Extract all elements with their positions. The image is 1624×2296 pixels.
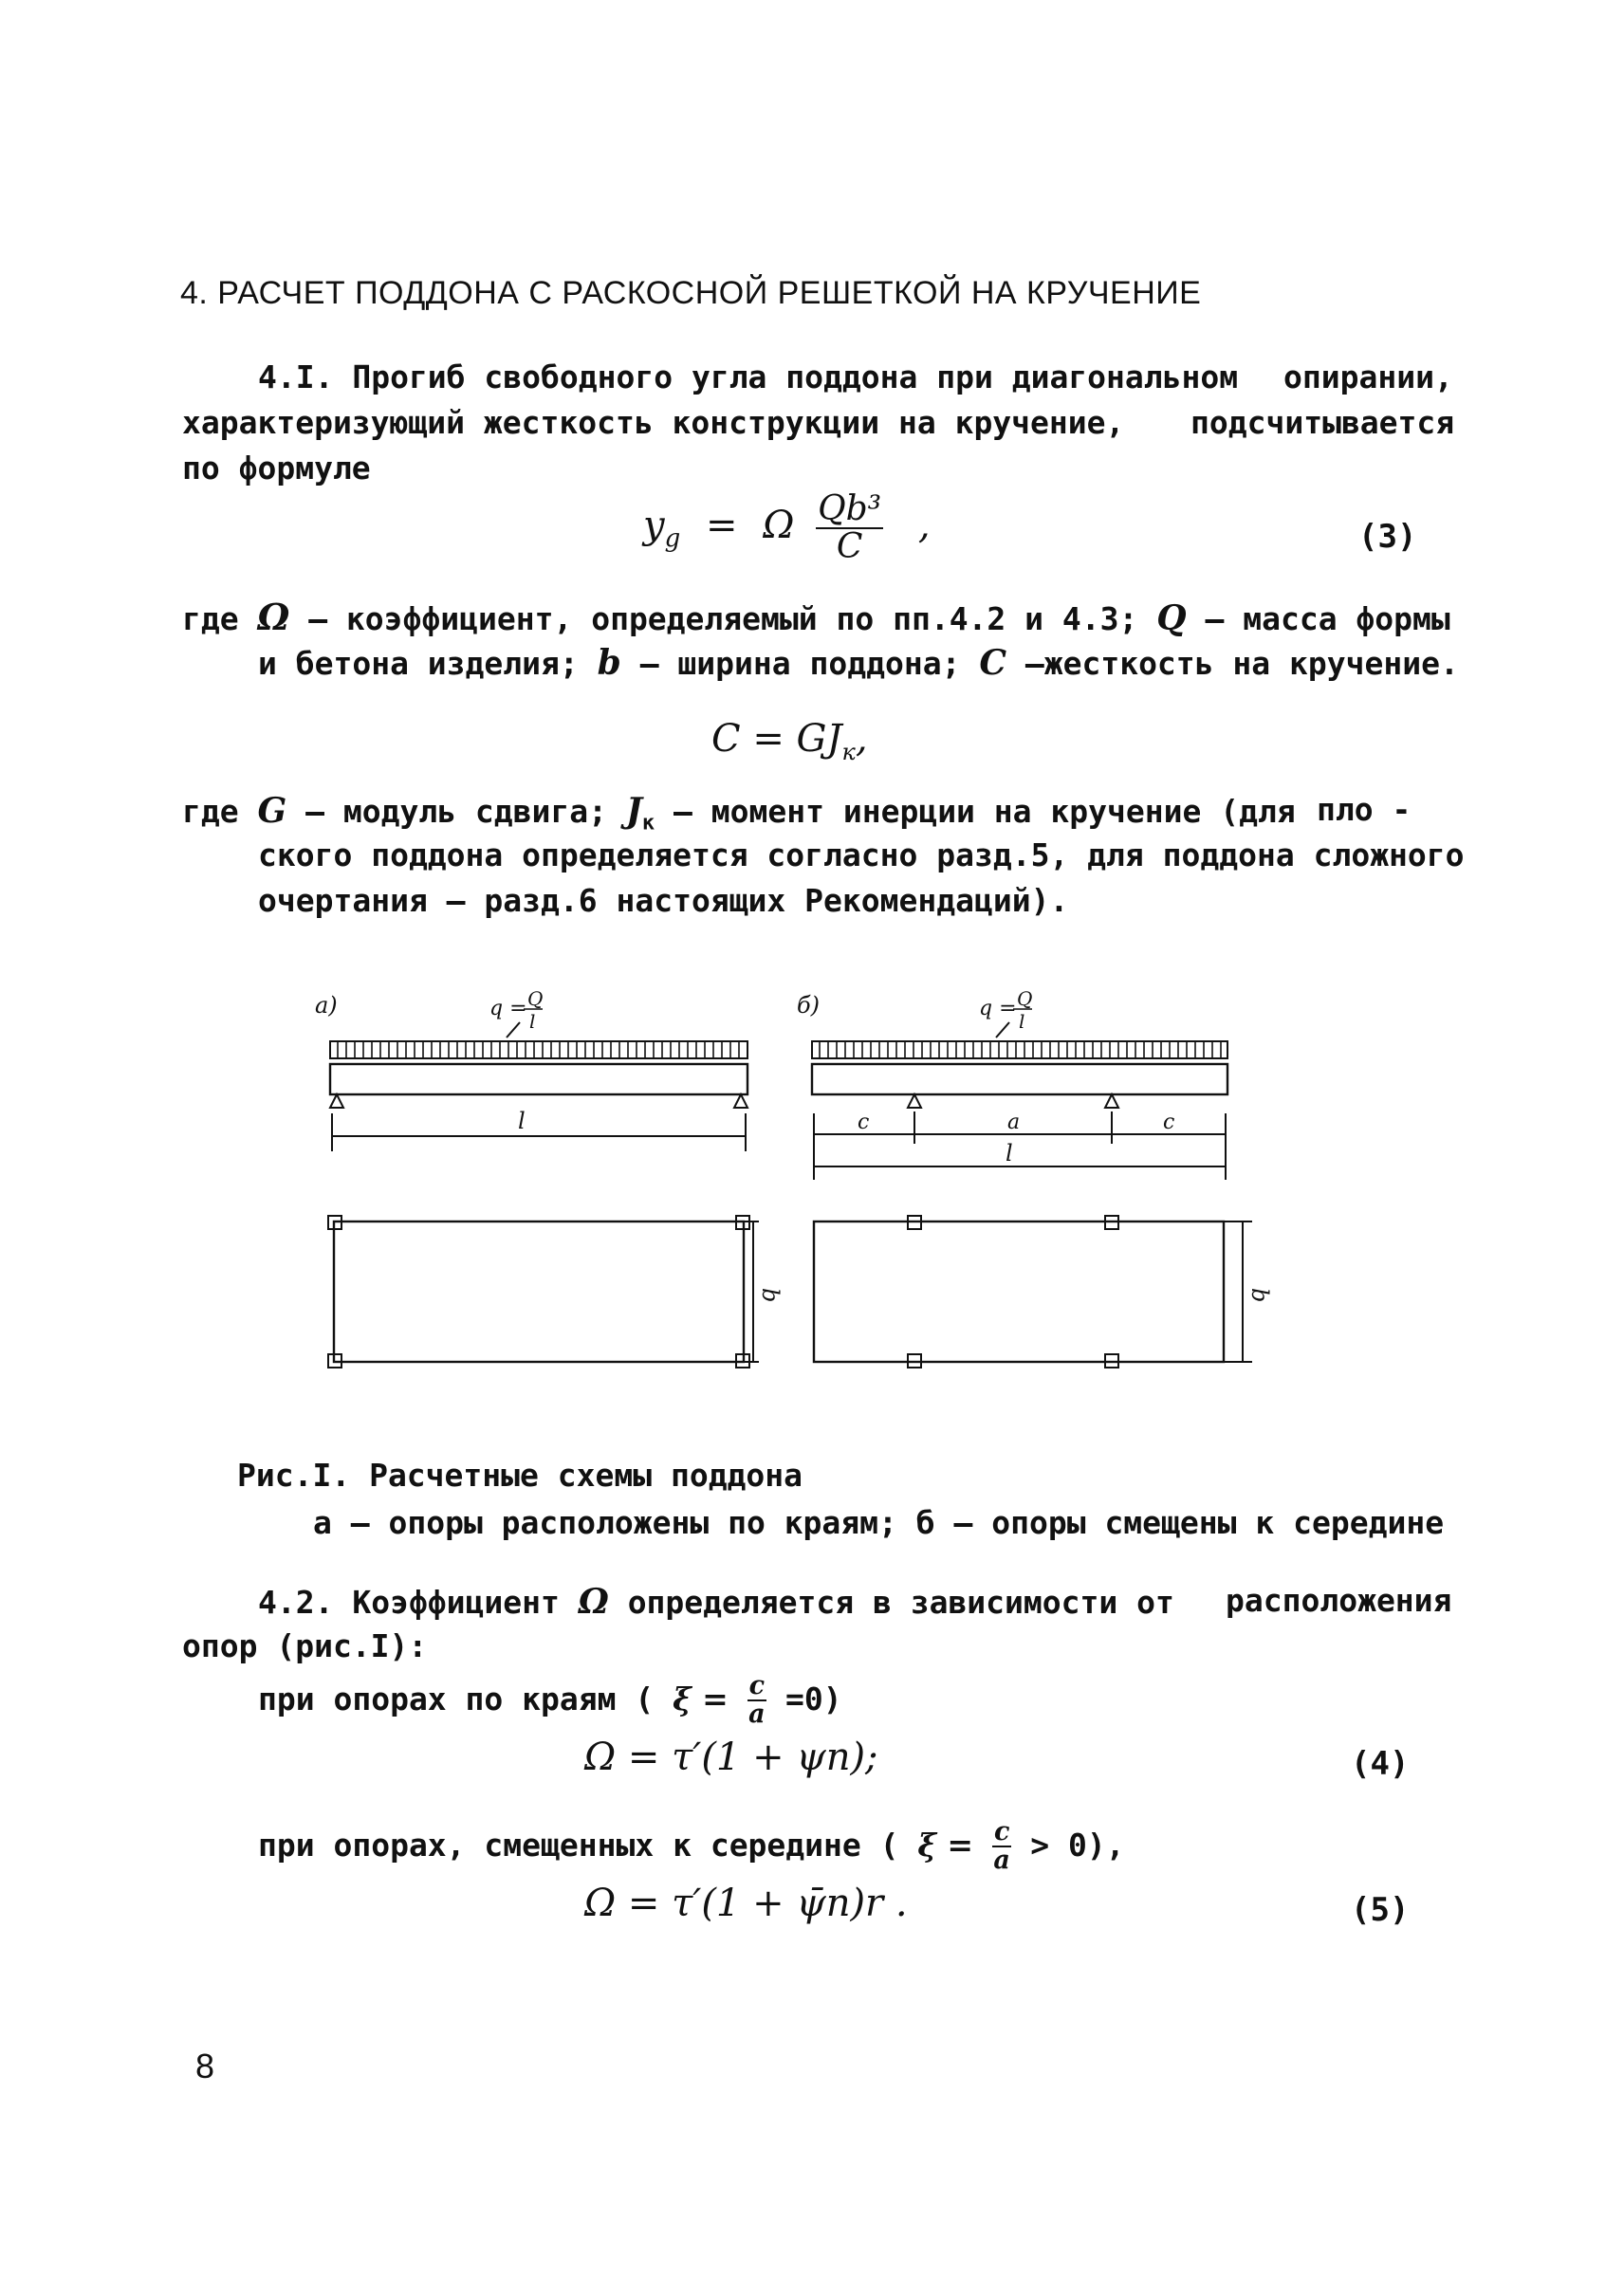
scheme-a-dim-l: l — [518, 1108, 526, 1134]
eq5-formula: Ω = τ′(1 + ψ̄n)r . — [584, 1882, 908, 1925]
eq4-label: (4) — [1351, 1745, 1410, 1783]
p42-cond1-den: a — [748, 1699, 766, 1730]
p42-line2: опор (рис.I): — [182, 1627, 428, 1664]
scheme-a-load-num: Q — [527, 987, 544, 1010]
eq3-equals: = — [705, 503, 738, 547]
where2-J-sub: к — [641, 811, 655, 836]
where1-text5: –жесткость на кручение. — [1024, 645, 1459, 682]
scheme-a-load-den: l — [529, 1010, 536, 1033]
scheme-b-load-num: Q — [1017, 987, 1033, 1010]
p42-lead: 4.2. Коэффициент — [258, 1584, 560, 1621]
scheme-a-load-q: q = — [489, 997, 527, 1020]
scheme-b-label: б) — [797, 992, 821, 1019]
where2-J: J — [625, 791, 642, 831]
eq4-formula: Ω = τ′(1 + ψn); — [584, 1736, 878, 1779]
eq3-comma: , — [917, 503, 931, 547]
where2-text1: – модуль сдвига; — [305, 793, 607, 830]
eq3-fraction — [816, 491, 883, 565]
p42-cond2-xi: ξ = — [917, 1826, 974, 1864]
figure-diagram — [304, 977, 1300, 1375]
eq3-omega: Ω — [763, 503, 795, 547]
p42-cond1-text: при опорах по краям ( — [258, 1680, 655, 1717]
p42-cond2-den: a — [993, 1846, 1010, 1876]
where1-text2: – масса формы — [1205, 600, 1450, 637]
eq3-lhs-sub: g — [664, 523, 681, 553]
scheme-b-dim-b-label: b — [1246, 1288, 1273, 1303]
where1-b: b — [597, 643, 621, 683]
scheme-b-plan — [814, 1221, 1224, 1362]
where1-line2 — [258, 643, 1459, 683]
scheme-a-plan — [334, 1221, 744, 1362]
p41-line2-end: подсчитывается — [1190, 404, 1455, 441]
scheme-b-dim-c-left: c — [858, 1111, 870, 1134]
where1-C: C — [979, 643, 1006, 683]
p42-line1-end: расположения — [1226, 1582, 1452, 1619]
scheme-b-support-right — [1105, 1094, 1118, 1108]
where2-line1-end: пло - — [1317, 791, 1412, 828]
p42-text: определяется в зависимости от — [627, 1584, 1174, 1621]
eq3-label: (3) — [1358, 518, 1417, 556]
eq3-denominator: C — [836, 526, 863, 566]
figure-caption-title: Рис.I. Расчетные схемы поддона — [237, 1457, 803, 1494]
where1-text3: и бетона изделия; — [258, 645, 579, 682]
figure-caption-legend: а – опоры расположены по краям; б – опоры смещены к середине — [313, 1504, 1445, 1541]
page-number: 8 — [195, 2047, 215, 2085]
where1-text4: – ширина поддона; — [639, 645, 961, 682]
eqC-text: C = GJ — [711, 717, 842, 761]
p42-cond2-frac — [992, 1819, 1011, 1875]
p42-cond2-text: при опорах, смещенных к середине ( — [258, 1826, 899, 1864]
p42-cond2 — [258, 1819, 1125, 1875]
where2-line3: очертания – разд.6 настоящих Рекомендаций). — [258, 882, 1069, 919]
eq3-numerator: Qb³ — [818, 489, 882, 528]
where2-line1 — [182, 791, 1296, 836]
where1-line1 — [182, 596, 1450, 638]
scheme-b-beam — [812, 1064, 1227, 1094]
eq3-formula — [643, 491, 931, 565]
eqC-comma: , — [855, 717, 868, 761]
where1-word: где — [182, 600, 239, 637]
where1-Q: Q — [1156, 598, 1187, 638]
p41-line2: характеризующий жесткость конструкции на кручение, — [182, 404, 1125, 441]
eq5-label: (5) — [1351, 1891, 1410, 1929]
where1-text1: – коэффициент, определяемый по пп.4.2 и 4.3; — [308, 600, 1138, 637]
p41-line1: 4.I. Прогиб свободного угла поддона при диагональном — [258, 358, 1239, 395]
where1-omega: Ω — [257, 596, 290, 638]
scheme-a-support-left — [330, 1094, 343, 1108]
p42-cond1-xi: ξ = — [673, 1680, 729, 1717]
scheme-a-support-right — [734, 1094, 747, 1108]
p42-cond1-num: c — [748, 1671, 766, 1700]
p41-line3: по формуле — [182, 450, 371, 487]
section-title: 4. РАСЧЕТ ПОДДОНА С РАСКОСНОЙ РЕШЕТКОЙ НА КРУЧЕНИЕ — [180, 275, 1202, 311]
where2-G: G — [257, 791, 287, 831]
p41-line1-end: опирании, — [1283, 358, 1453, 395]
scheme-b-dim-l: l — [1006, 1140, 1013, 1166]
p42-cond2-num: c — [993, 1817, 1010, 1846]
scheme-a-label: а) — [315, 992, 338, 1019]
scheme-b-load-den: l — [1019, 1010, 1025, 1033]
where2-word: где — [182, 793, 239, 830]
where2-line2: ского поддона определяется согласно разд.5, для поддона сложного — [258, 836, 1465, 873]
p42-cond1-end: =0) — [785, 1680, 842, 1717]
p42-cond1-frac — [747, 1673, 766, 1729]
p42-omega: Ω — [578, 1582, 609, 1622]
p42-cond2-end: > 0), — [1030, 1826, 1125, 1864]
where2-text2: – момент инерции на кручение (для — [674, 793, 1296, 830]
scheme-a-beam — [330, 1064, 747, 1094]
scheme-b-load-q: q = — [979, 997, 1017, 1020]
scheme-b-support-left — [908, 1094, 921, 1108]
scheme-a-dim-b-label: b — [757, 1288, 784, 1303]
p42-cond1 — [258, 1673, 842, 1729]
scheme-b-dim-a: a — [1007, 1111, 1021, 1134]
scheme-a-load — [330, 1041, 747, 1058]
scheme-b-load — [812, 1041, 1227, 1058]
eq3-lhs: y — [643, 503, 665, 547]
eqC-sub: к — [841, 739, 856, 765]
scheme-b-dim-c-right: c — [1163, 1111, 1175, 1134]
p42-line1 — [258, 1582, 1174, 1622]
eqC-formula — [711, 717, 868, 765]
